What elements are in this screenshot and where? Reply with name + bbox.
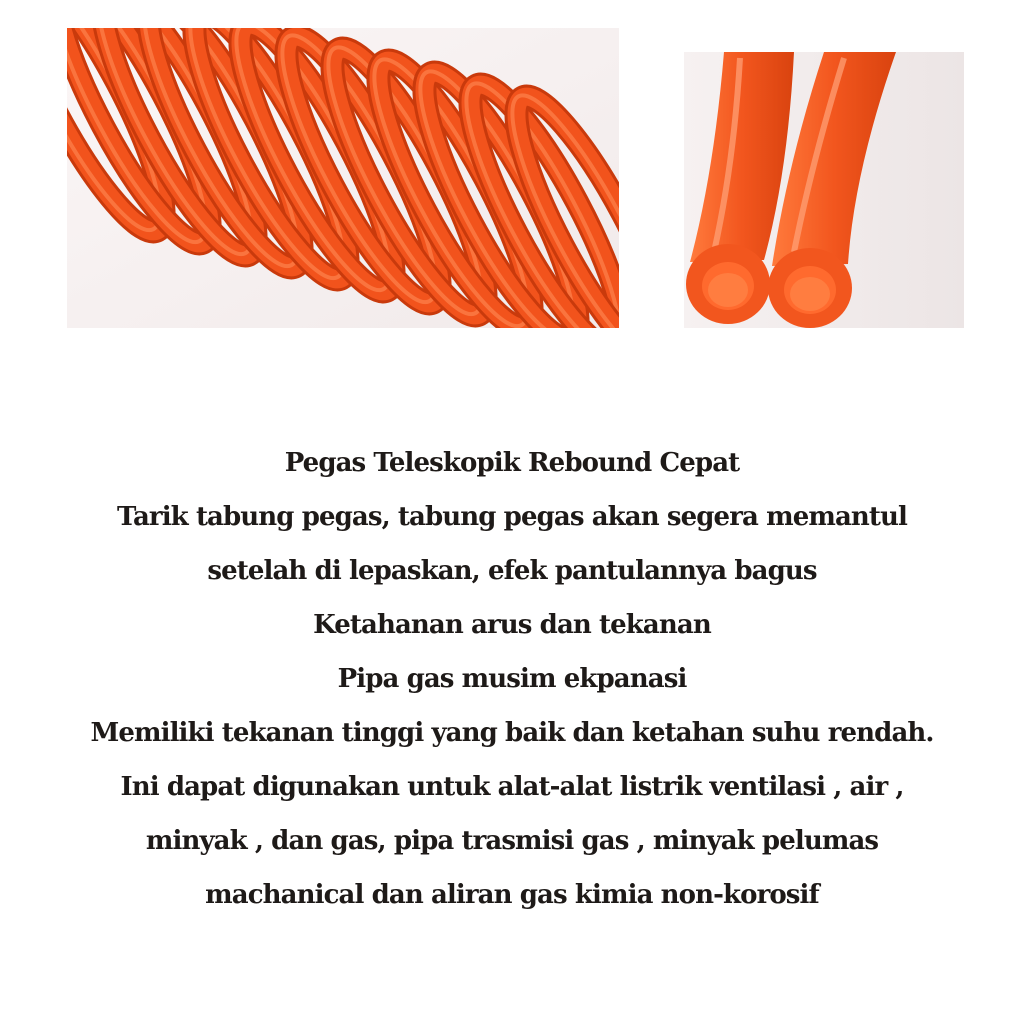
description-line: Tarik tabung pegas, tabung pegas akan segera memantul <box>117 502 907 532</box>
tubes-illustration <box>684 52 964 328</box>
description-line: machanical dan aliran gas kimia non-korosif <box>205 880 819 910</box>
description-line: Memiliki tekanan tinggi yang baik dan ketahan suhu rendah. <box>90 718 934 748</box>
description-line: Ini dapat digunakan untuk alat-alat listrik ventilasi , air , <box>120 772 904 802</box>
hose-cross-section-photo <box>684 52 964 328</box>
description-line: Ketahanan arus dan tekanan <box>313 610 711 640</box>
description-line: Pipa gas musim ekpanasi <box>337 664 687 694</box>
description-title: Pegas Teleskopik Rebound Cepat <box>284 448 740 478</box>
description-line: minyak , dan gas, pipa trasmisi gas , minyak pelumas <box>145 826 879 856</box>
coiled-spring-hose-photo <box>67 28 619 328</box>
product-description <box>0 436 1024 922</box>
coil-illustration <box>67 28 619 328</box>
description-line: setelah di lepaskan, efek pantulannya bagus <box>207 556 817 586</box>
